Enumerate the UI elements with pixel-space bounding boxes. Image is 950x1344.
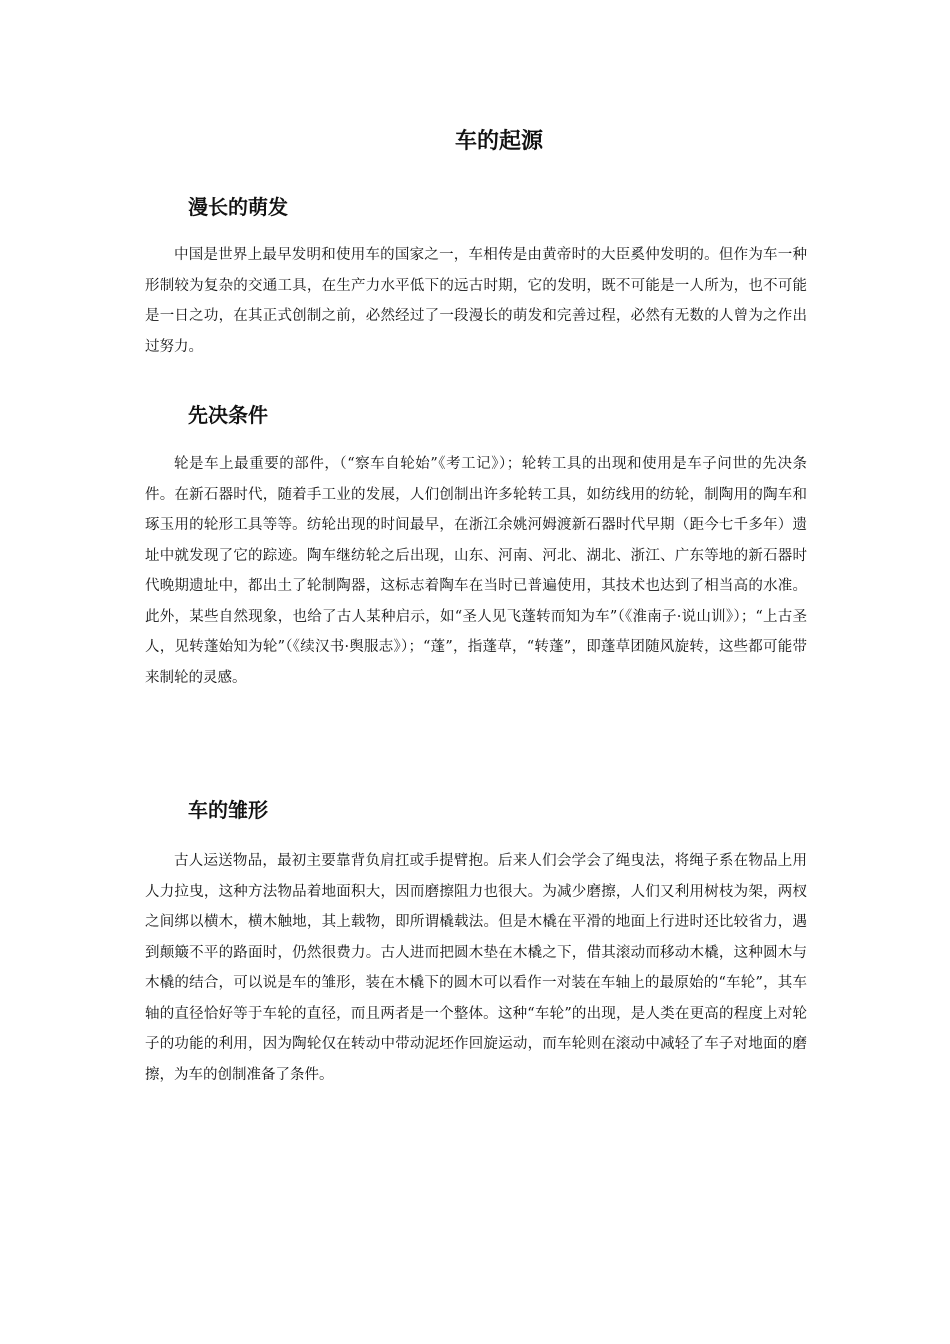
section-paragraph-xianjue: 轮是车上最重要的部件，（“察车自轮始”《考工记》）；轮转工具的出现和使用是车子问世的先决条件。在新石器时代，随着手工业的发展，人们创制出许多轮转工具，如纺线用的纺轮，制陶用的陶车和琢玉用的轮形工具等等。纺轮出现的时间最早，在浙江余姚河姆渡新石器时代早期（距今七千多年）遗址中就发现了它的踪迹。陶车继纺轮之后出现，山东、河南、河北、湖北、浙江、广东等地的新石器时代晚期遗址中，都出土了轮制陶器，这标志着陶车在当时已普遍使用，其技术也达到了相当高的水准。此外，某些自然现象，也给了古人某种启示，如“圣人见飞蓬转而知为车”（《淮南子·说山训》）；“上古圣人，见转蓬始知为轮”（《续汉书·舆服志》）；“蓬”，指蓬草，“转蓬”，即蓬草团随风旋转，这些都可能带来制轮的灵感。 (145, 456, 807, 686)
section-heading-manchang: 漫长的萌发 (188, 195, 288, 219)
section-paragraph-chuxing: 古人运送物品，最初主要靠背负肩扛或手提臂抱。后来人们会学会了绳曳法，将绳子系在物品上用人力拉曳，这种方法物品着地面积大，因而磨擦阻力也很大。为减少磨擦，人们又利用树枝为架，两杈之间绑以横木，横木触地，其上载物，即所谓橇载法。但是木橇在平滑的地面上行进时还比较省力，遇到颠簸不平的路面时，仍然很费力。古人进而把圆木垫在木橇之下，借其滚动而移动木橇，这种圆木与木橇的结合，可以说是车的雏形，装在木橇下的圆木可以看作一对装在车轴上的最原始的“车轮”，其车轴的直径恰好等于车轮的直径，而且两者是一个整体。这种“车轮”的出现，是人类在更高的程度上对轮子的功能的利用，因为陶轮仅在转动中带动泥坯作回旋运动，而车轮则在滚动中减轻了车子对地面的磨擦，为车的创制准备了条件。 (145, 853, 807, 1083)
document-title: 车的起源 (454, 129, 543, 154)
section-heading-chuxing: 车的雏形 (188, 798, 268, 822)
section-heading-xianjue: 先决条件 (188, 403, 268, 427)
section-paragraph-manchang: 中国是世界上最早发明和使用车的国家之一，车相传是由黄帝时的大臣奚仲发明的。但作为车一种形制较为复杂的交通工具，在生产力水平低下的远古时期，它的发明，既不可能是一人所为，也不可能是一日之功，在其正式创制之前，必然经过了一段漫长的萌发和完善过程，必然有无数的人曾为之作出过努力。 (145, 247, 807, 355)
